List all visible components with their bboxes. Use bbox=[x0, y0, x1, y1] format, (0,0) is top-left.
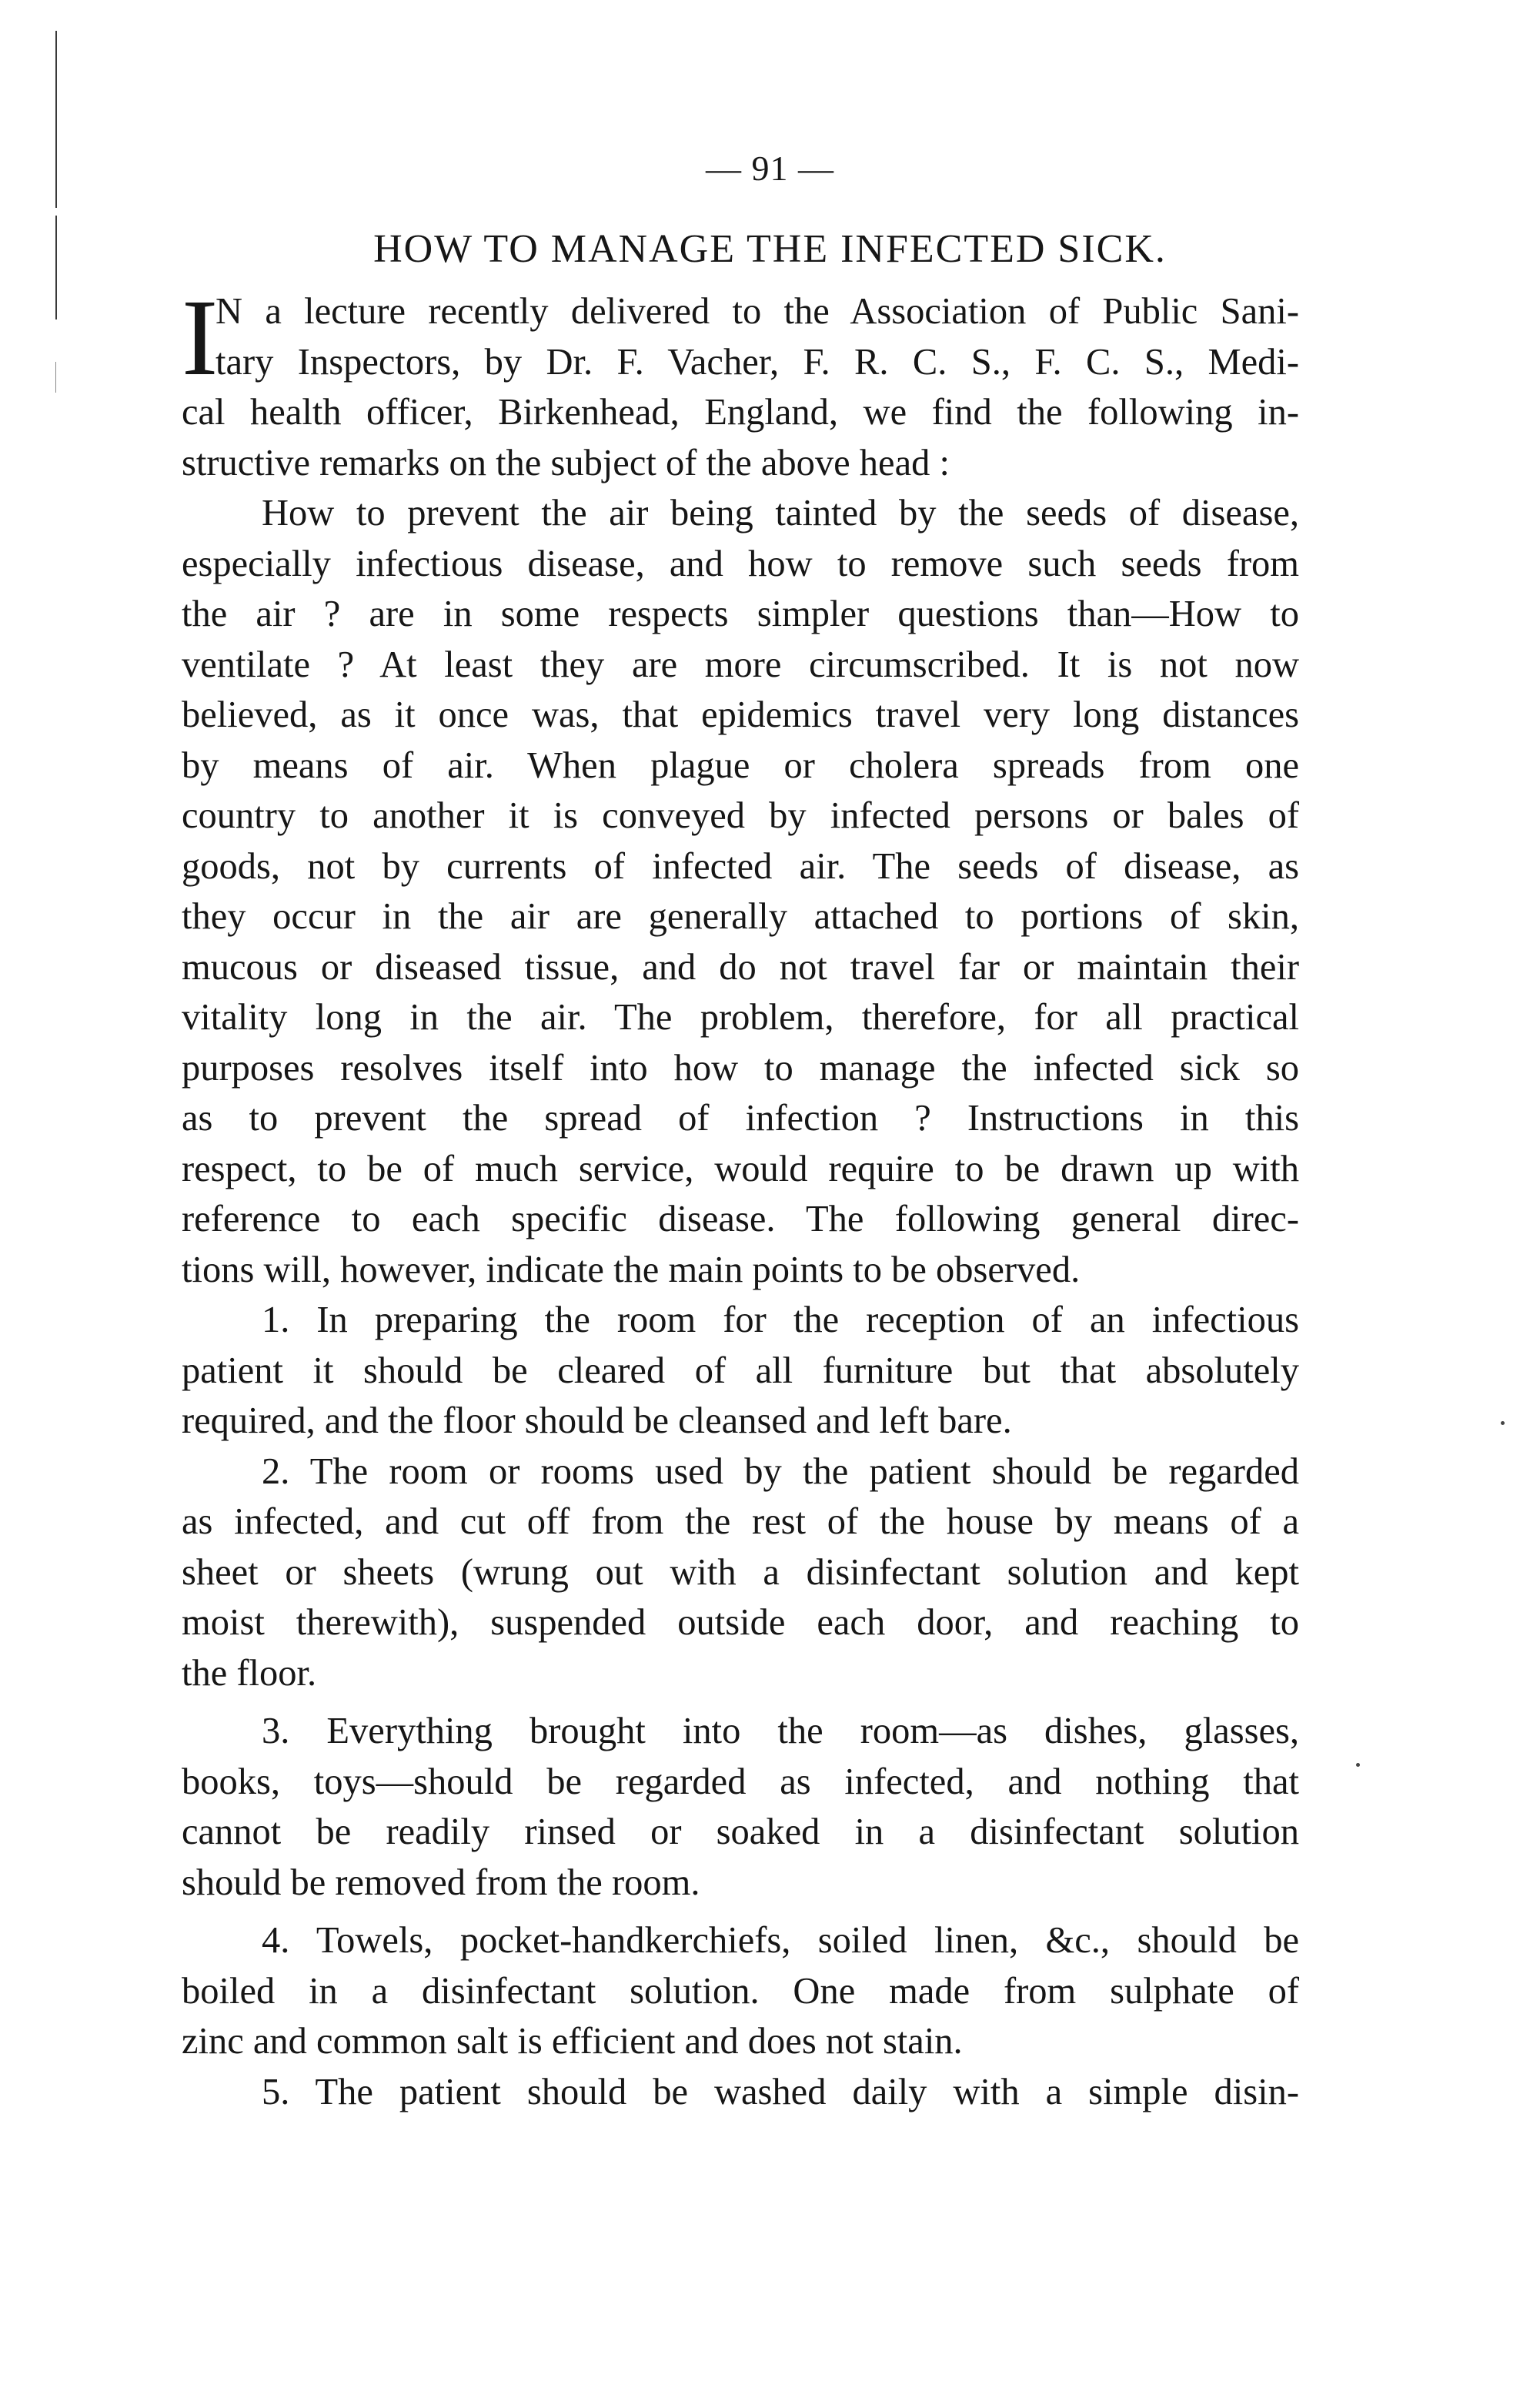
text-line: tary Inspectors, by Dr. F. Vacher, F. R. C. S., F. C. S., Medi- bbox=[215, 341, 1299, 383]
list-item-3-line: should be removed from the room. bbox=[182, 1862, 700, 1903]
article-body bbox=[182, 276, 1299, 2117]
text-line: goods, not by currents of infected air. The seeds of disease, as bbox=[182, 845, 1299, 887]
text-line: by means of air. When plague or cholera spreads from one bbox=[182, 744, 1299, 786]
text-line: cal health officer, Birkenhead, England, we find the following in- bbox=[182, 392, 1299, 433]
text-line: they occur in the air are generally attached to portions of skin, bbox=[182, 896, 1299, 937]
text-line: mucous or diseased tissue, and do not travel far or maintain their bbox=[182, 946, 1299, 988]
text-line: vitality long in the air. The problem, therefore, for all practical bbox=[182, 997, 1299, 1038]
list-item-1-line: required, and the floor should be cleansed and left bare. bbox=[182, 1400, 1012, 1441]
text-line: purposes resolves itself into how to manage the infected sick so bbox=[182, 1047, 1299, 1089]
print-speck bbox=[1356, 1763, 1360, 1767]
text-line: reference to each specific disease. The following general direc- bbox=[182, 1199, 1299, 1239]
list-item-3-line: 3. Everything brought into the room—as dishes, glasses, bbox=[262, 1711, 1299, 1751]
text-line: as to prevent the spread of infection ? Instructions in this bbox=[182, 1098, 1299, 1139]
list-item-2-line: sheet or sheets (wrung out with a disinfectant solution and kept bbox=[182, 1551, 1299, 1593]
list-item-2-line: moist therewith), suspended outside each door, and reaching to bbox=[182, 1602, 1299, 1643]
list-item-4-line: zinc and common salt is efficient and does not stain. bbox=[182, 2021, 963, 2062]
text-line: How to prevent the air being tainted by the seeds of disease, bbox=[262, 493, 1299, 534]
page-number: — 91 — bbox=[706, 149, 834, 188]
list-item-3-line: cannot be readily rinsed or soaked in a disinfectant solution bbox=[182, 1811, 1299, 1852]
list-item-4-line: boiled in a disinfectant solution. One made from sulphate of bbox=[182, 1970, 1299, 2012]
text-line: respect, to be of much service, would require to be drawn up with bbox=[182, 1148, 1299, 1189]
text-line: tions will, however, indicate the main points to be observed. bbox=[182, 1249, 1081, 1290]
print-speck bbox=[1501, 1421, 1505, 1425]
article-title: HOW TO MANAGE THE INFECTED SICK. bbox=[373, 227, 1167, 271]
list-item-1-line: 1. In preparing the room for the reception of an infectious bbox=[262, 1300, 1299, 1340]
list-item-2-line: 2. The room or rooms used by the patient should be regarded bbox=[262, 1450, 1299, 1492]
list-item-2-line: as infected, and cut off from the rest of the house by means of a bbox=[182, 1501, 1299, 1542]
list-item-5-line: 5. The patient should be washed daily with a simple disin- bbox=[262, 2071, 1299, 2112]
text-line: believed, as it once was, that epidemics travel very long distances bbox=[182, 694, 1299, 735]
paragraph-gap bbox=[182, 1698, 1299, 1706]
list-item-3-line: books, toys—should be regarded as infected, and nothing that bbox=[182, 1761, 1299, 1802]
text-line: the air ? are in some respects simpler questions than—How to bbox=[182, 594, 1299, 634]
opening-paragraph bbox=[182, 276, 1299, 398]
text-line: especially infectious disease, and how to remove such seeds from bbox=[182, 543, 1299, 584]
text-line: country to another it is conveyed by infected persons or bales of bbox=[182, 795, 1299, 836]
drop-cap: I bbox=[182, 276, 219, 398]
list-item-4-line: 4. Towels, pocket-handkerchiefs, soiled linen, &c., should be bbox=[262, 1920, 1299, 1961]
margin-rule-fragment bbox=[55, 362, 56, 393]
drop-cap-lines bbox=[215, 286, 1299, 387]
text-line: N a lecture recently delivered to the Association of Public Sani- bbox=[215, 291, 1299, 332]
list-item-1-line: patient it should be cleared of all furniture but that absolutely bbox=[182, 1350, 1299, 1391]
text-line: ventilate ? At least they are more circumscribed. It is not now bbox=[182, 644, 1299, 685]
paragraph-gap bbox=[182, 1908, 1299, 1915]
text-line: structive remarks on the subject of the above head : bbox=[182, 442, 950, 483]
list-item-2-line: the floor. bbox=[182, 1652, 317, 1694]
